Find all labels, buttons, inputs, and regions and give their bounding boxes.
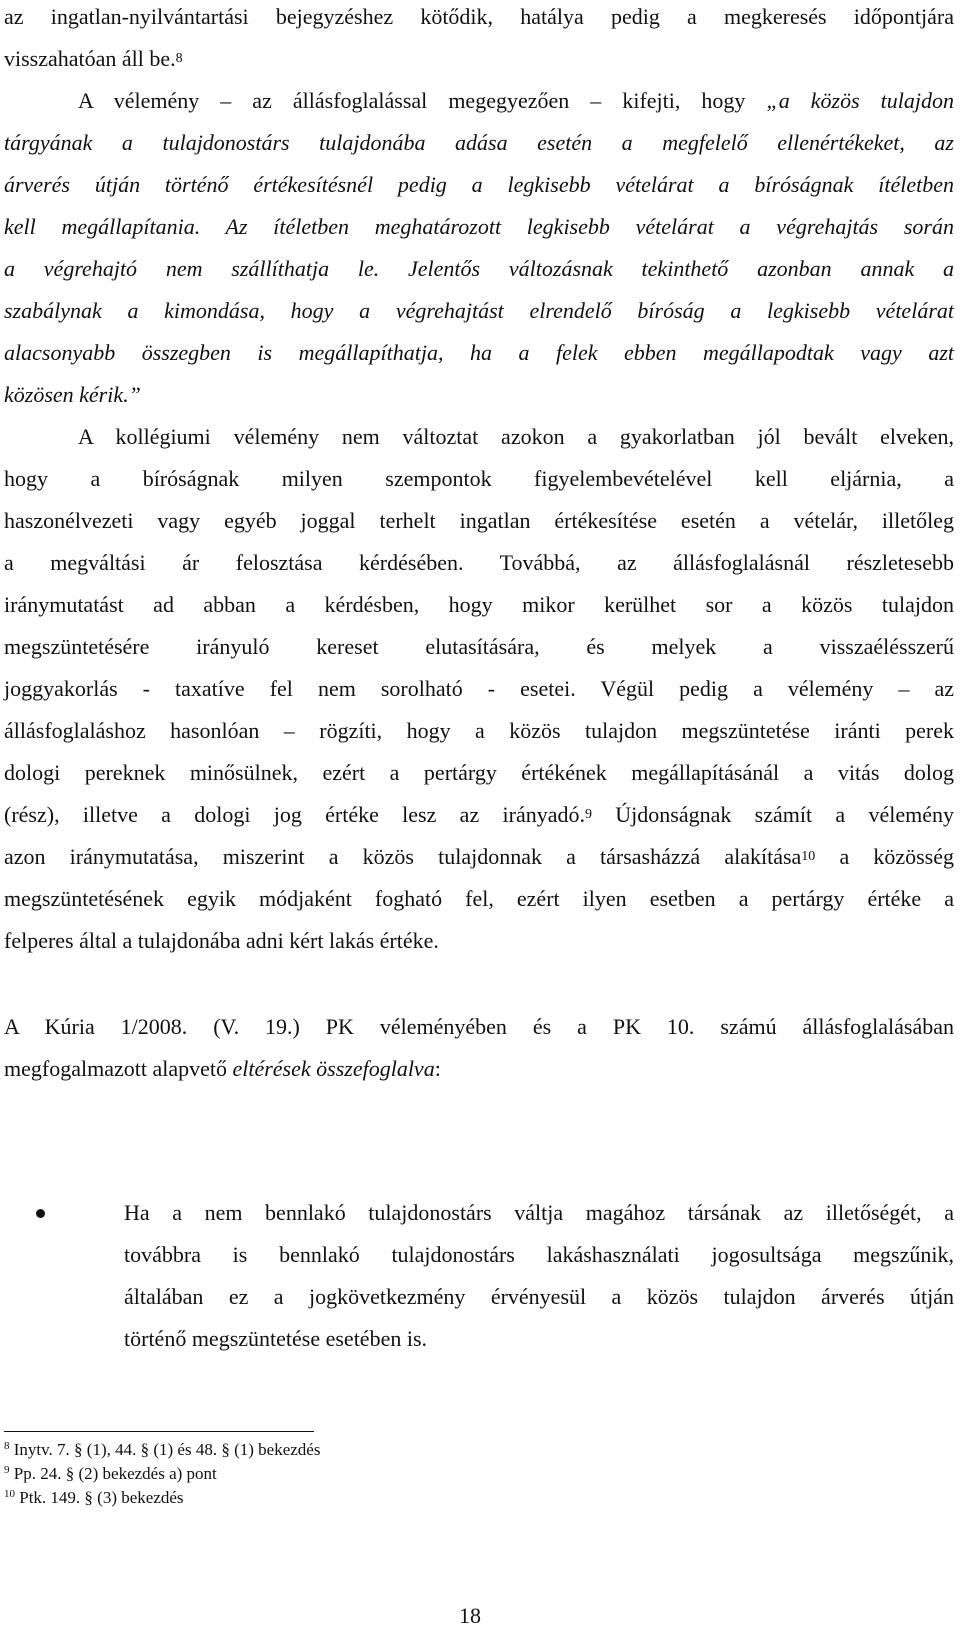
body-line: a végrehajtó nem szállíthatja le. Jelentős változásnak tekinthető azonban annak a bbox=[4, 256, 954, 281]
body-line: hogy a bíróságnak milyen szempontok figyelembevételével kell eljárnia, a bbox=[4, 466, 954, 491]
body-line: megszüntetésére irányuló kereset elutasítására, és melyek a visszaélésszerű bbox=[4, 634, 954, 659]
body-line: alacsonyabb összegben is megállapíthatja, ha a felek ebben megállapodtak vagy azt bbox=[4, 340, 954, 365]
footnote-ref: 10 bbox=[801, 849, 816, 864]
body-line: (rész), illetve a dologi jog értéke lesz az irányadó.$^9$ Újdonságnak számít a vélemény bbox=[4, 802, 954, 827]
body-line: azon iránymutatása, miszerint a közös tulajdonnak a társasházzá alakítása$^{10}$ a közösség bbox=[4, 844, 955, 869]
bullet-line: történő megszüntetése esetében is. bbox=[124, 1326, 428, 1351]
body-line: a megváltási ár felosztása kérdésében. Továbbá, az állásfoglalásnál részletesebb bbox=[4, 550, 954, 575]
footnote-ref: 8 bbox=[175, 51, 183, 66]
body-line: árverés útján történő értékesítésnél pedig a legkisebb vételárat a bíróságnak ítéletben bbox=[4, 172, 954, 197]
bullet-line: általában ez a jogkövetkezmény érvényesül a közös tulajdon árverés útján bbox=[124, 1284, 954, 1309]
footnote: $^8$ Inytv. 7. § (1), 44. § (1) és 48. § (1) bekezdés bbox=[4, 1440, 321, 1459]
body-line: iránymutatást ad abban a kérdésben, hogy mikor kerülhet sor a közös tulajdon bbox=[4, 592, 954, 617]
bullet-icon bbox=[36, 1209, 45, 1218]
bullet-line: Ha a nem bennlakó tulajdonostárs váltja magához társának az illetőségét, a bbox=[124, 1200, 954, 1225]
body-line: közösen kérik.” bbox=[4, 382, 141, 407]
body-line: dologi pereknek minősülnek, ezért a pertárgy értékének megállapításánál a vitás dolog bbox=[4, 760, 954, 785]
footnote: $^{10}$ Ptk. 149. § (3) bekezdés bbox=[4, 1488, 184, 1507]
body-line: visszahatóan áll be.$^8$ bbox=[4, 46, 183, 71]
bullet-line: továbbra is bennlakó tulajdonostárs lakáshasználati jogosultsága megszűnik, bbox=[124, 1242, 954, 1267]
footnote-ref: 9 bbox=[584, 807, 592, 822]
body-line: joggyakorlás - taxatíve fel nem sorolható - esetei. Végül pedig a vélemény – az bbox=[4, 676, 954, 701]
summary-heading-line: megfogalmazott alapvető eltérések összefoglalva: bbox=[4, 1056, 441, 1081]
body-line: felperes által a tulajdonába adni kért lakás értéke. bbox=[4, 928, 439, 953]
body-line: A kollégiumi vélemény nem változtat azokon a gyakorlatban jól bevált elveken, bbox=[78, 424, 954, 449]
body-line: megszüntetésének egyik módjaként fogható fel, ezért ilyen esetben a pertárgy értéke a bbox=[4, 886, 954, 911]
body-line: állásfoglaláshoz hasonlóan – rögzíti, hogy a közös tulajdon megszüntetése iránti perek bbox=[4, 718, 954, 743]
page-number: 18 bbox=[459, 1603, 481, 1628]
footnote-divider bbox=[4, 1431, 314, 1432]
footnote: $^9$ Pp. 24. § (2) bekezdés a) pont bbox=[4, 1464, 217, 1483]
body-line: kell megállapítania. Az ítéletben meghatározott legkisebb vételárat a végrehajtás során bbox=[4, 214, 954, 239]
body-line: haszonélvezeti vagy egyéb joggal terhelt ingatlan értékesítése esetén a vételár, illetőleg bbox=[4, 508, 954, 533]
body-line: szabálynak a kimondása, hogy a végrehajtást elrendelő bíróság a legkisebb vételárat bbox=[4, 298, 954, 323]
body-line: az ingatlan-nyilvántartási bejegyzéshez kötődik, hatálya pedig a megkeresés időpontjára bbox=[4, 4, 954, 29]
body-line: A vélemény – az állásfoglalással megegyezően – kifejti, hogy „a közös tulajdon bbox=[78, 88, 955, 113]
summary-heading-line: A Kúria 1/2008. (V. 19.) PK véleményében és a PK 10. számú állásfoglalásában bbox=[4, 1014, 954, 1039]
body-line: tárgyának a tulajdonostárs tulajdonába adása esetén a megfelelő ellenértékeket, az bbox=[4, 130, 954, 155]
